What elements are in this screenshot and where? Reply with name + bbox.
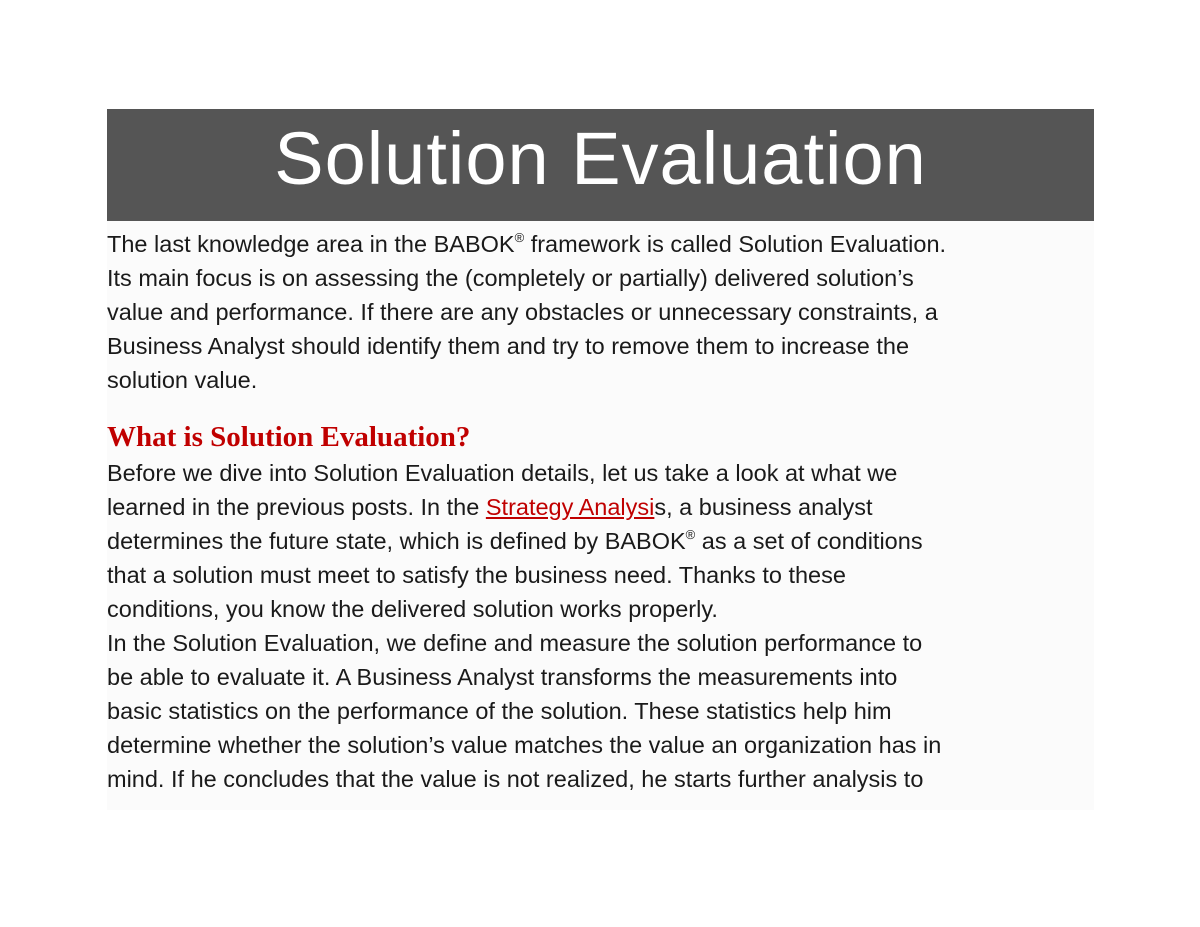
title-banner: [107, 109, 1094, 221]
intro-line-3: value and performance. If there are any obstacles or unnecessary constraints, a: [107, 299, 938, 325]
p1-line-3: [107, 524, 1094, 558]
p2-line-4: determine whether the solution’s value matches the value an organization has in: [107, 732, 942, 758]
p2-line-2: be able to evaluate it. A Business Analyst transforms the measurements into: [107, 664, 898, 690]
intro-line-4: Business Analyst should identify them and try to remove them to increase the: [107, 333, 910, 359]
p1-line-2-text-end: s, a business analyst: [654, 494, 873, 520]
intro-line-1-text-end: framework is called Solution Evaluation.: [524, 231, 947, 257]
p1-line-2: [107, 490, 1094, 524]
p1-line-3-text: determines the future state, which is defined by BABOK: [107, 528, 686, 554]
intro-line-2: Its main focus is on assessing the (completely or partially) delivered solution’s: [107, 265, 914, 291]
registered-mark: ®: [685, 527, 696, 542]
intro-line-5: solution value.: [107, 367, 258, 393]
section-heading: What is Solution Evaluation?: [107, 421, 471, 453]
p2-line-1: In the Solution Evaluation, we define and measure the solution performance to: [107, 630, 923, 656]
p1-line-2-text: learned in the previous posts. In the: [107, 494, 486, 520]
p2-line-3: basic statistics on the performance of the solution. These statistics help him: [107, 698, 892, 724]
document-body: [107, 221, 1094, 810]
p1-line-5: conditions, you know the delivered solution works properly.: [107, 596, 718, 622]
section-paragraph-2: [107, 626, 1094, 796]
intro-paragraph: [107, 221, 1094, 397]
section-paragraph-1: [107, 456, 1094, 626]
registered-mark: ®: [514, 230, 525, 245]
p1-line-1: Before we dive into Solution Evaluation details, let us take a look at what we: [107, 460, 898, 486]
intro-line-1: [107, 227, 1094, 261]
strategy-analysis-link[interactable]: Strategy Analysi: [485, 494, 655, 520]
p1-line-3-text-end: as a set of conditions: [695, 528, 923, 554]
p1-line-4: that a solution must meet to satisfy the business need. Thanks to these: [107, 562, 846, 588]
p2-line-5: mind. If he concludes that the value is not realized, he starts further analysis to: [107, 766, 924, 792]
intro-line-1-text: The last knowledge area in the BABOK: [107, 231, 515, 257]
page-title: Solution Evaluation: [274, 117, 927, 200]
